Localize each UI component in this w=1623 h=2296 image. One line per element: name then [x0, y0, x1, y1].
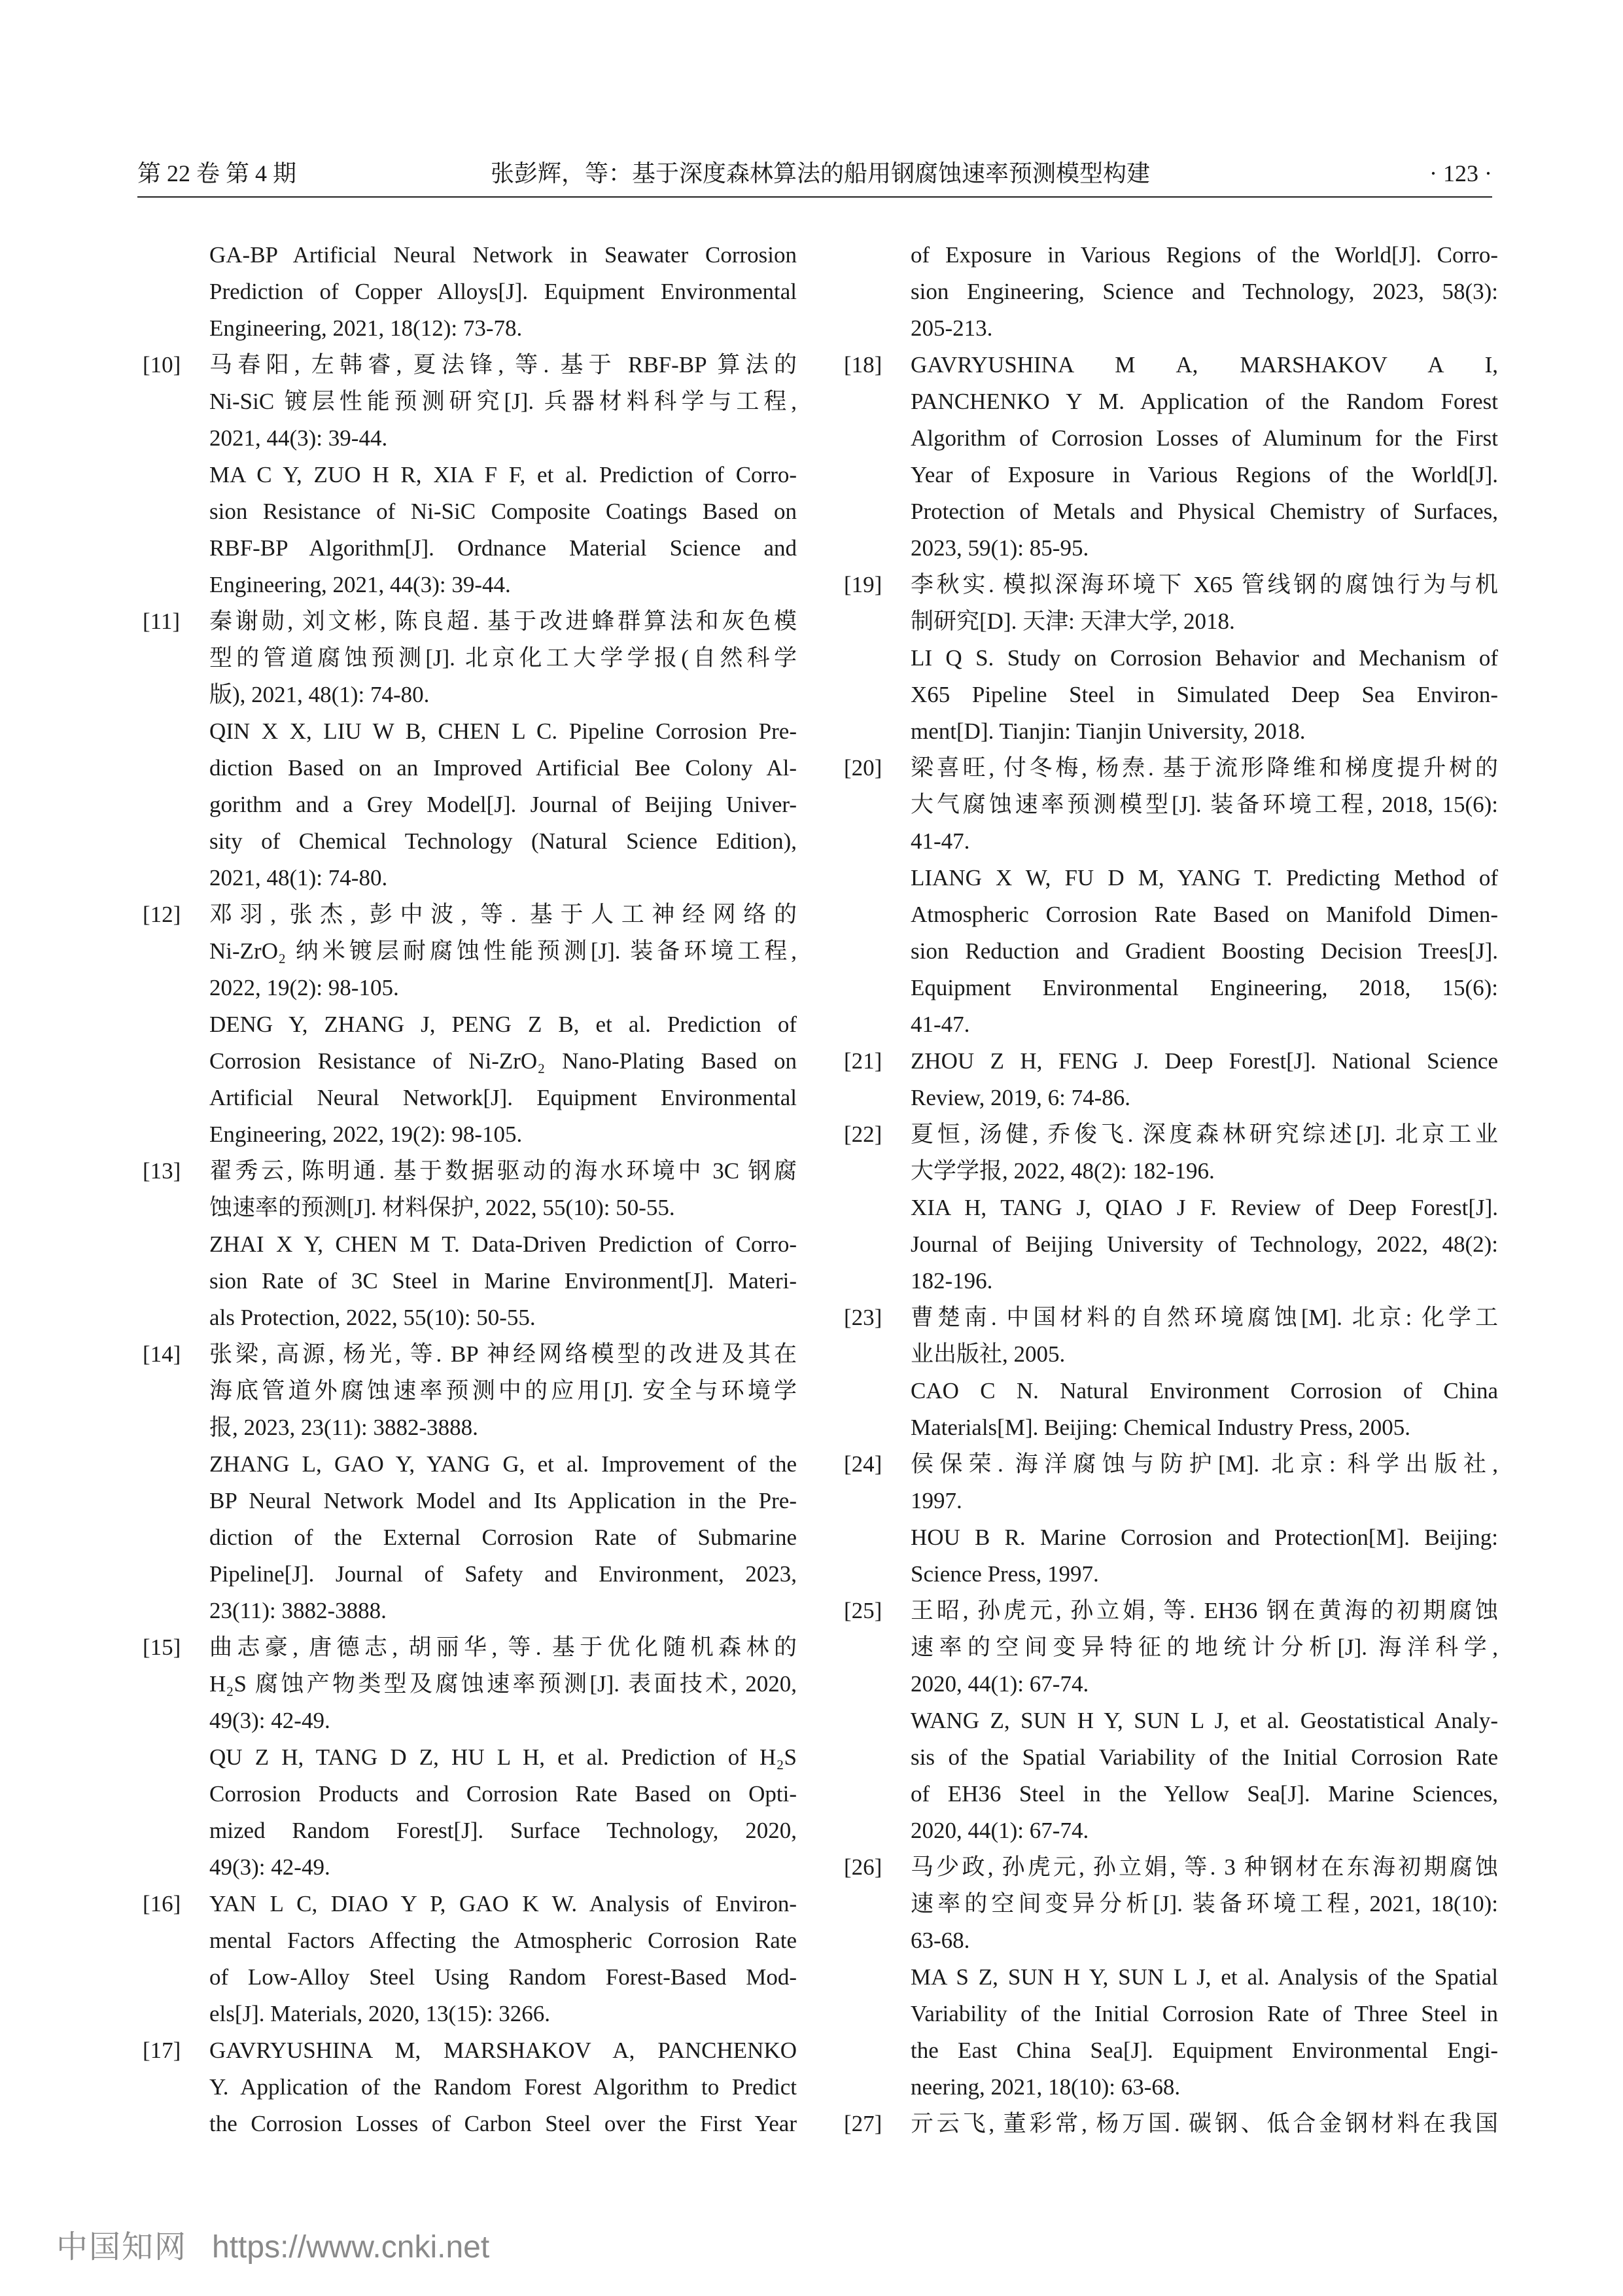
reference-line: XIA H, TANG J, QIAO J F. Review of Deep Forest[J].	[911, 1195, 1498, 1220]
reference-number: [16]	[143, 1891, 181, 1916]
reference-line: Journal of Beijing University of Technology, 2022, 48(2):	[911, 1231, 1498, 1257]
running-title: 张彭辉，等：基于深度森林算法的船用钢腐蚀速率预测模型构建	[491, 160, 1151, 186]
reference-entry	[143, 603, 797, 896]
cnki-url: https://www.cnki.net	[212, 2230, 490, 2265]
reference-number: [10]	[143, 352, 181, 378]
reference-entry	[844, 1849, 1498, 2106]
reference-line: sis of the Spatial Variability of the Initial Corrosion Rate	[911, 1744, 1498, 1770]
reference-line: 曹楚南. 中国材料的自然环境腐蚀[M]. 北京: 化学工	[911, 1305, 1498, 1330]
reference-line: 曲志豪, 唐德志, 胡丽华, 等. 基于优化随机森林的	[209, 1634, 797, 1660]
reference-line: 翟秀云, 陈明通. 基于数据驱动的海水环境中 3C 钢腐	[209, 1158, 797, 1184]
reference-line: PANCHENKO Y M. Application of the Random Forest	[911, 389, 1498, 414]
reference-line: Equipment Environmental Engineering, 2018, 15(6):	[911, 975, 1498, 1000]
reference-entry	[844, 1116, 1498, 1299]
reference-number: [23]	[844, 1305, 882, 1330]
reference-line: 业出版社, 2005.	[911, 1341, 1066, 1367]
reference-entry	[143, 1886, 797, 2032]
reference-line: WANG Z, SUN H Y, SUN L J, et al. Geostatistical Analy-	[911, 1708, 1498, 1733]
reference-entry	[143, 1336, 797, 1629]
reference-number: [12]	[143, 902, 181, 927]
reference-line: 海底管道外腐蚀速率预测中的应用[J]. 安全与环境学	[209, 1378, 797, 1404]
reference-line: Prediction of Copper Alloys[J]. Equipment Environmental	[209, 279, 797, 304]
page-number: · 123 ·	[1429, 160, 1492, 186]
reference-line: QIN X X, LIU W B, CHEN L C. Pipeline Corrosion Pre-	[209, 718, 797, 744]
reference-line: X65 Pipeline Steel in Simulated Deep Sea Environ-	[911, 682, 1498, 707]
reference-line: Ni-SiC 镀层性能预测研究[J]. 兵器材料科学与工程,	[209, 389, 797, 414]
reference-entry	[143, 1153, 797, 1336]
reference-line: els[J]. Materials, 2020, 13(15): 3266.	[209, 2001, 551, 2026]
reference-line: Y. Application of the Random Forest Algorithm to Predict	[209, 2074, 797, 2100]
reference-line: mized Random Forest[J]. Surface Technology, 2020,	[209, 1818, 797, 1843]
reference-line: sion Engineering, Science and Technology, 2023, 58(3):	[911, 279, 1498, 304]
reference-line: Corrosion Products and Corrosion Rate Based on Opti-	[209, 1781, 797, 1807]
reference-number: [19]	[844, 572, 882, 597]
reference-line: Protection of Metals and Physical Chemistry of Surfaces,	[911, 499, 1498, 524]
reference-line: GAVRYUSHINA M, MARSHAKOV A, PANCHENKO	[209, 2038, 797, 2063]
reference-entry	[844, 1593, 1498, 1849]
reference-line: MA S Z, SUN H Y, SUN L J, et al. Analysis of the Spatial	[911, 1964, 1498, 1990]
reference-entry	[844, 567, 1498, 750]
reference-line: 马少政, 孙虎元, 孙立娟, 等. 3 种钢材在东海初期腐蚀	[911, 1854, 1498, 1880]
reference-line: sion Reduction and Gradient Boosting Decision Trees[J].	[911, 938, 1498, 964]
reference-entry	[844, 237, 1498, 347]
volume-issue: 第 22 卷 第 4 期	[137, 160, 297, 186]
reference-line: 23(11): 3882-3888.	[209, 1598, 387, 1623]
reference-line: Engineering, 2022, 19(2): 98-105.	[209, 1122, 523, 1147]
reference-line: ZHANG L, GAO Y, YANG G, et al. Improvement of the	[209, 1451, 797, 1477]
running-header	[137, 157, 1492, 196]
reference-line: YAN L C, DIAO Y P, GAO K W. Analysis of Environ-	[209, 1891, 797, 1916]
reference-line: the Corrosion Losses of Carbon Steel over the First Year	[209, 2111, 797, 2136]
reference-line: ZHOU Z H, FENG J. Deep Forest[J]. National Science	[911, 1048, 1498, 1074]
reference-line: 蚀速率的预测[J]. 材料保护, 2022, 55(10): 50-55.	[209, 1195, 675, 1220]
cnki-watermark	[56, 2221, 489, 2274]
reference-line: 报, 2023, 23(11): 3882-3888.	[209, 1415, 478, 1440]
reference-entry	[844, 2106, 1498, 2142]
reference-line: MA C Y, ZUO H R, XIA F F, et al. Prediction of Corro-	[209, 462, 797, 487]
reference-line: als Protection, 2022, 55(10): 50-55.	[209, 1305, 536, 1330]
reference-line: H₂S 腐蚀产物类型及腐蚀速率预测[J]. 表面技术, 2020,	[209, 1671, 797, 1697]
reference-number: [11]	[143, 609, 181, 634]
reference-line: 梁喜旺, 付冬梅, 杨焘. 基于流形降维和梯度提升树的	[911, 755, 1498, 781]
reference-line: Ni-ZrO₂ 纳米镀层耐腐蚀性能预测[J]. 装备环境工程,	[209, 938, 797, 964]
cnki-logo: 中国知网	[56, 2229, 188, 2265]
right-column	[844, 237, 1498, 2142]
reference-line: ment[D]. Tianjin: Tianjin University, 2018.	[911, 718, 1306, 744]
reference-line: 2020, 44(1): 67-74.	[911, 1671, 1089, 1697]
reference-line: 205-213.	[911, 315, 993, 341]
reference-number: [20]	[844, 755, 882, 781]
reference-line: 秦谢勋, 刘文彬, 陈良超. 基于改进蜂群算法和灰色模	[209, 609, 797, 634]
left-column	[143, 237, 797, 2142]
reference-line: 大气腐蚀速率预测模型[J]. 装备环境工程, 2018, 15(6):	[911, 792, 1498, 817]
reference-line: sity of Chemical Technology (Natural Science Edition),	[209, 828, 797, 854]
reference-entry	[143, 1629, 797, 1886]
reference-entry	[143, 347, 797, 603]
reference-line: of EH36 Steel in the Yellow Sea[J]. Marine Sciences,	[911, 1781, 1498, 1807]
reference-number: [14]	[143, 1341, 181, 1367]
header-rule	[137, 196, 1492, 198]
reference-line: 亓云飞, 董彩常, 杨万国. 碳钢、低合金钢材料在我国	[911, 2111, 1498, 2136]
reference-line: 大学学报, 2022, 48(2): 182-196.	[911, 1158, 1215, 1184]
reference-line: Review, 2019, 6: 74-86.	[911, 1085, 1131, 1110]
reference-line: gorithm and a Grey Model[J]. Journal of Beijing Univer-	[209, 792, 797, 817]
reference-line: 182-196.	[911, 1268, 993, 1294]
reference-line: QU Z H, TANG D Z, HU L H, et al. Prediction of H₂S	[209, 1744, 797, 1770]
reference-line: 张梁, 高源, 杨光, 等. BP 神经网络模型的改进及其在	[209, 1341, 797, 1367]
reference-line: 速率的空间变异分析[J]. 装备环境工程, 2021, 18(10):	[911, 1891, 1498, 1916]
reference-line: 2021, 48(1): 74-80.	[209, 865, 388, 891]
reference-line: Variability of the Initial Corrosion Rate of Three Steel in	[911, 2001, 1498, 2026]
reference-line: diction of the External Corrosion Rate of Submarine	[209, 1525, 797, 1550]
reference-line: 马春阳, 左韩睿, 夏法锋, 等. 基于 RBF-BP 算法的	[209, 352, 797, 378]
reference-line: 版), 2021, 48(1): 74-80.	[209, 682, 430, 707]
reference-line: Algorithm of Corrosion Losses of Aluminum for the First	[911, 425, 1498, 451]
reference-line: Engineering, 2021, 18(12): 73-78.	[209, 315, 523, 341]
reference-line: the East China Sea[J]. Equipment Environmental Engi-	[911, 2038, 1498, 2063]
reference-line: LI Q S. Study on Corrosion Behavior and Mechanism of	[911, 645, 1498, 671]
reference-line: 2021, 44(3): 39-44.	[209, 425, 388, 451]
reference-number: [27]	[844, 2111, 882, 2136]
reference-line: mental Factors Affecting the Atmospheric Corrosion Rate	[209, 1928, 797, 1953]
reference-line: of Low-Alloy Steel Using Random Forest-Based Mod-	[209, 1964, 797, 1990]
reference-line: neering, 2021, 18(10): 63-68.	[911, 2074, 1181, 2100]
reference-line: sion Resistance of Ni-SiC Composite Coatings Based on	[209, 499, 797, 524]
reference-line: sion Rate of 3C Steel in Marine Environment[J]. Materi-	[209, 1268, 797, 1294]
reference-line: 41-47.	[911, 1012, 970, 1037]
reference-number: [25]	[844, 1598, 882, 1623]
reference-entry	[143, 2032, 797, 2142]
reference-line: DENG Y, ZHANG J, PENG Z B, et al. Prediction of	[209, 1012, 797, 1037]
reference-line: CAO C N. Natural Environment Corrosion of China	[911, 1378, 1498, 1404]
reference-entry	[844, 1043, 1498, 1116]
reference-line: 2020, 44(1): 67-74.	[911, 1818, 1089, 1843]
reference-entry	[844, 1299, 1498, 1446]
reference-line: 型的管道腐蚀预测[J]. 北京化工大学学报(自然科学	[209, 645, 797, 671]
reference-line: 王昭, 孙虎元, 孙立娟, 等. EH36 钢在黄海的初期腐蚀	[911, 1598, 1498, 1623]
reference-line: 制研究[D]. 天津: 天津大学, 2018.	[911, 609, 1235, 634]
reference-line: of Exposure in Various Regions of the World[J]. Corro-	[911, 242, 1498, 268]
reference-number: [18]	[844, 352, 882, 378]
reference-line: 侯保荣. 海洋腐蚀与防护[M]. 北京: 科学出版社,	[911, 1451, 1498, 1477]
reference-line: HOU B R. Marine Corrosion and Protection[M]. Beijing:	[911, 1525, 1498, 1550]
reference-entry	[143, 896, 797, 1153]
reference-line: GA-BP Artificial Neural Network in Seawater Corrosion	[209, 242, 797, 268]
reference-line: GAVRYUSHINA M A, MARSHAKOV A I,	[911, 352, 1498, 378]
reference-entry	[844, 1446, 1498, 1593]
reference-line: 2023, 59(1): 85-95.	[911, 535, 1089, 561]
reference-number: [17]	[143, 2038, 181, 2063]
reference-line: 41-47.	[911, 828, 970, 854]
reference-number: [21]	[844, 1048, 882, 1074]
reference-line: 2022, 19(2): 98-105.	[209, 975, 399, 1000]
reference-line: ZHAI X Y, CHEN M T. Data-Driven Prediction of Corro-	[209, 1231, 797, 1257]
reference-line: 夏恒, 汤健, 乔俊飞. 深度森林研究综述[J]. 北京工业	[911, 1122, 1498, 1147]
reference-line: 1997.	[911, 1488, 962, 1513]
reference-line: Corrosion Resistance of Ni-ZrO₂ Nano-Plating Based on	[209, 1048, 797, 1074]
reference-line: 李秋实. 模拟深海环境下 X65 管线钢的腐蚀行为与机	[911, 572, 1498, 597]
reference-line: LIANG X W, FU D M, YANG T. Predicting Method of	[911, 865, 1498, 891]
reference-line: Atmospheric Corrosion Rate Based on Manifold Dimen-	[911, 902, 1498, 927]
reference-line: Year of Exposure in Various Regions of the World[J].	[911, 462, 1498, 487]
reference-line: Pipeline[J]. Journal of Safety and Environment, 2023,	[209, 1561, 797, 1587]
reference-line: 邓羽, 张杰, 彭中波, 等. 基于人工神经网络的	[209, 902, 797, 927]
reference-line: diction Based on an Improved Artificial Bee Colony Al-	[209, 755, 797, 781]
reference-line: 49(3): 42-49.	[209, 1708, 330, 1733]
reference-line: Science Press, 1997.	[911, 1561, 1099, 1587]
reference-number: [22]	[844, 1122, 882, 1147]
reference-entry	[143, 237, 797, 347]
reference-line: 49(3): 42-49.	[209, 1854, 330, 1880]
reference-number: [24]	[844, 1451, 882, 1477]
reference-line: RBF-BP Algorithm[J]. Ordnance Material Science and	[209, 535, 797, 561]
reference-line: Engineering, 2021, 44(3): 39-44.	[209, 572, 511, 597]
reference-line: Materials[M]. Beijing: Chemical Industry Press, 2005.	[911, 1415, 1411, 1440]
reference-entry	[844, 750, 1498, 1043]
reference-line: BP Neural Network Model and Its Application in the Pre-	[209, 1488, 797, 1513]
reference-number: [26]	[844, 1854, 882, 1880]
reference-line: 63-68.	[911, 1928, 970, 1953]
reference-line: Artificial Neural Network[J]. Equipment Environmental	[209, 1085, 797, 1110]
reference-number: [13]	[143, 1158, 181, 1184]
reference-number: [15]	[143, 1634, 181, 1660]
reference-line: 速率的空间变异特征的地统计分析[J]. 海洋科学,	[911, 1634, 1498, 1660]
reference-entry	[844, 347, 1498, 567]
